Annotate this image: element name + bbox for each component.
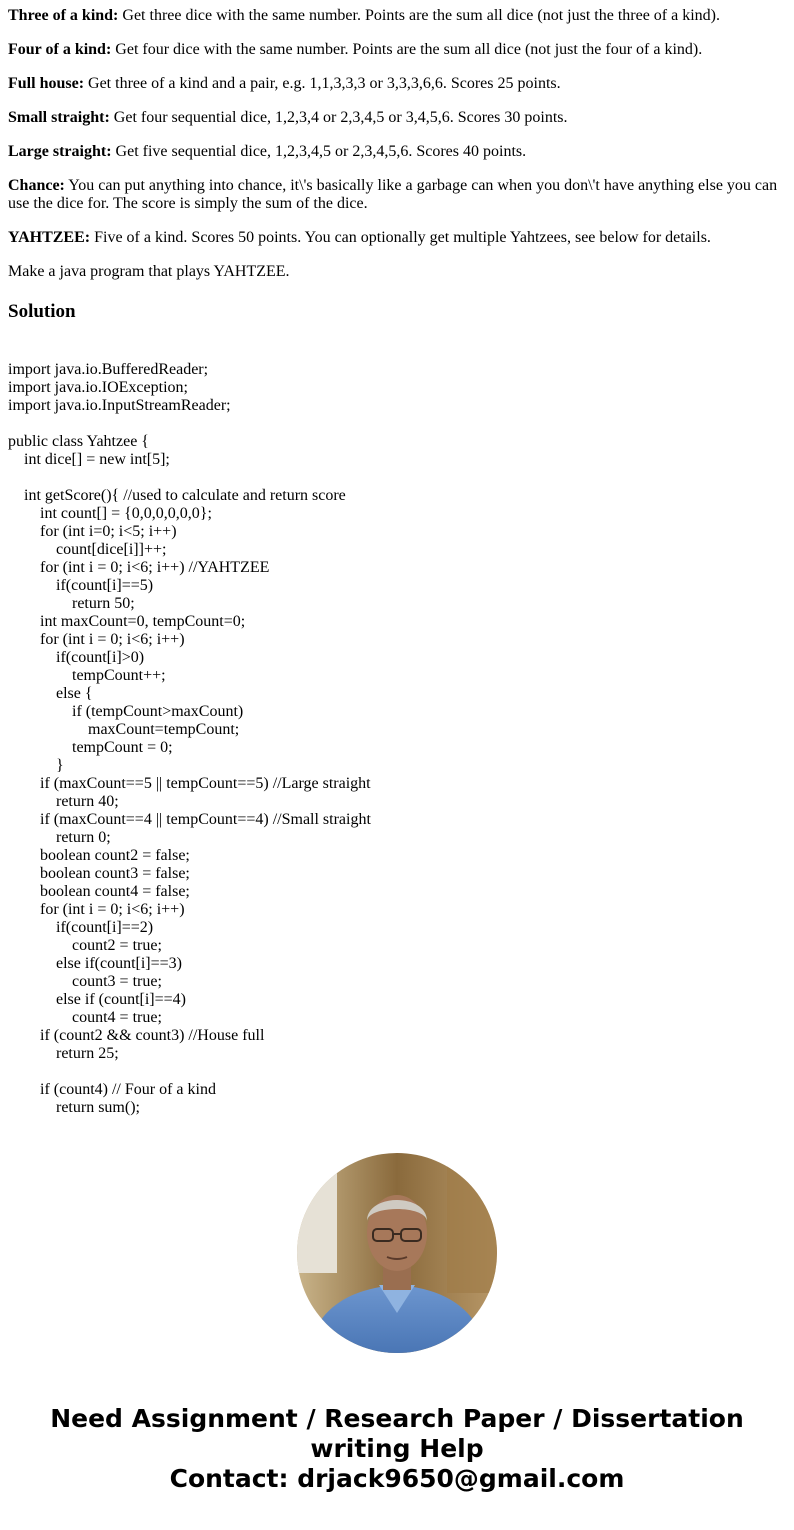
promo-line-3: Contact: drjack9650@gmail.com [169, 1464, 625, 1493]
code-line: if (count4) // Four of a kind [8, 1081, 216, 1098]
code-line: boolean count2 = false; [8, 847, 190, 864]
rule-text: You can put anything into chance, it\'s basically like a garbage can when you don\'t have anything else you can use the dice for. The score is simply the sum of the dice. [8, 177, 778, 212]
code-line: } [8, 757, 64, 774]
rule-paragraph [8, 109, 786, 127]
rule-text: Get four sequential dice, 1,2,3,4 or 2,3,4,5 or 3,4,5,6. Scores 30 points. [109, 109, 568, 126]
code-line: for (int i = 0; i<6; i++) [8, 631, 185, 648]
rule-term: Small straight: [8, 109, 110, 126]
promo-line-1: Need Assignment / Research Paper / Dissertation [50, 1404, 744, 1433]
code-line [8, 415, 786, 433]
rule-paragraph [8, 75, 786, 93]
code-line: for (int i = 0; i<6; i++) [8, 901, 185, 918]
code-line: count4 = true; [8, 1009, 162, 1026]
code-line: maxCount=tempCount; [8, 721, 240, 738]
document-body [0, 7, 794, 1117]
code-line: return 25; [8, 1045, 119, 1062]
code-line: int getScore(){ //used to calculate and return score [8, 487, 346, 504]
rule-paragraph [8, 7, 786, 25]
code-line: public class Yahtzee { [8, 433, 149, 450]
code-line: count3 = true; [8, 973, 162, 990]
code-line: return 0; [8, 829, 111, 846]
rule-term: Three of a kind: [8, 7, 119, 24]
rule-text: Get five sequential dice, 1,2,3,4,5 or 2,3,4,5,6. Scores 40 points. [111, 143, 527, 160]
code-line: if(count[i]==5) [8, 577, 154, 594]
code-line: import java.io.BufferedReader; [8, 361, 209, 378]
code-line: count[dice[i]]++; [8, 541, 167, 558]
code-line: boolean count3 = false; [8, 865, 190, 882]
code-line: tempCount++; [8, 667, 166, 684]
rule-text: Get three dice with the same number. Points are the sum all dice (not just the three of a kind). [118, 7, 720, 24]
code-line: else { [8, 685, 93, 702]
rule-text: Get four dice with the same number. Points are the sum all dice (not just the four of a kind). [111, 41, 703, 58]
rule-term: Full house: [8, 75, 85, 92]
rule-paragraph [8, 143, 786, 161]
rule-term: YAHTZEE: [8, 229, 91, 246]
code-line: return 50; [8, 595, 135, 612]
code-line [8, 1063, 786, 1081]
rule-term: Four of a kind: [8, 41, 112, 58]
rule-paragraph [8, 177, 786, 213]
rule-paragraph [8, 229, 786, 247]
rule-text: Five of a kind. Scores 50 points. You can optionally get multiple Yahtzees, see below for details. [90, 229, 711, 246]
promo-line-2: writing Help [310, 1434, 484, 1463]
rule-term: Chance: [8, 177, 65, 194]
code-line: else if(count[i]==3) [8, 955, 182, 972]
code-line: import java.io.IOException; [8, 379, 188, 396]
code-line: int count[] = {0,0,0,0,0,0}; [8, 505, 212, 522]
code-line: return 40; [8, 793, 119, 810]
code-block [8, 361, 786, 1117]
code-line: int maxCount=0, tempCount=0; [8, 613, 246, 630]
rule-text: Get three of a kind and a pair, e.g. 1,1,3,3,3 or 3,3,3,6,6. Scores 25 points. [84, 75, 561, 92]
code-line: if(count[i]==2) [8, 919, 154, 936]
solution-heading: Solution [8, 301, 76, 322]
code-line: if (count2 && count3) //House full [8, 1027, 265, 1044]
code-line: if (tempCount>maxCount) [8, 703, 244, 720]
code-line: import java.io.InputStreamReader; [8, 397, 231, 414]
code-line: for (int i = 0; i<6; i++) //YAHTZEE [8, 559, 270, 576]
code-line: boolean count4 = false; [8, 883, 190, 900]
promo-banner [0, 1404, 794, 1494]
code-line: else if (count[i]==4) [8, 991, 186, 1008]
rule-paragraph [8, 41, 786, 59]
rules-list [8, 7, 786, 247]
code-line [8, 469, 786, 487]
code-line: return sum(); [8, 1099, 140, 1116]
code-line: if (maxCount==4 || tempCount==4) //Small straight [8, 811, 371, 828]
code-line: if (maxCount==5 || tempCount==5) //Large straight [8, 775, 371, 792]
code-line: count2 = true; [8, 937, 162, 954]
portrait-image [297, 1153, 497, 1353]
code-line: for (int i=0; i<5; i++) [8, 523, 177, 540]
task-statement: Make a java program that plays YAHTZEE. [8, 263, 290, 280]
code-line: tempCount = 0; [8, 739, 173, 756]
code-line: if(count[i]>0) [8, 649, 145, 666]
author-photo [297, 1153, 497, 1353]
rule-term: Large straight: [8, 143, 112, 160]
code-line: int dice[] = new int[5]; [8, 451, 170, 468]
